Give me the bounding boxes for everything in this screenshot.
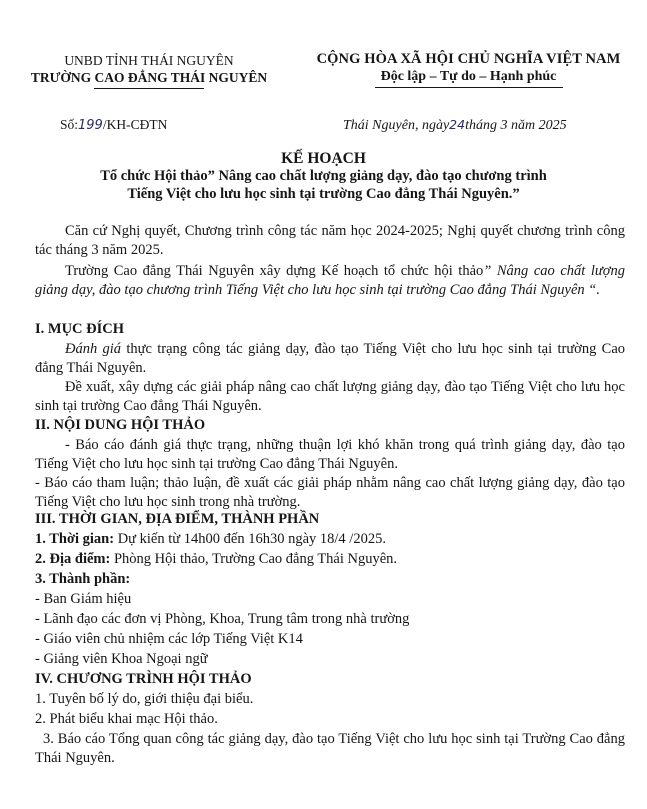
section-2-heading: II. NỘI DUNG HỘI THẢO — [35, 417, 206, 433]
national-header — [296, 50, 641, 88]
time-label: 1. Thời gian: — [35, 531, 115, 547]
issuing-organization — [14, 52, 284, 89]
section-1-p1-rest: thực trạng công tác giảng dạy, đào tạo Tiếng Việt cho lưu học sinh tại trường Cao đẳng Thái Nguyên. — [35, 341, 626, 376]
parent-org-name: UNBD TỈNH THÁI NGUYÊN — [64, 53, 234, 68]
place-date-day-handwritten: 24 — [449, 117, 466, 132]
members-label: 3. Thành phần: — [35, 571, 131, 587]
intro-paragraph — [35, 262, 625, 300]
motto-underline — [375, 87, 563, 88]
national-motto: Độc lập – Tự do – Hạnh phúc — [380, 69, 557, 84]
section-1-paragraph-2: Đề xuất, xây dựng các giải pháp nâng cao chất lượng giảng dạy, đào tạo Tiếng Việt cho lưu học sinh tại trường Cao đẳng Thái Nguyên. — [35, 379, 625, 414]
section-2-paragraph-1: - Báo cáo đánh giá thực trạng, những thuận lợi khó khăn trong quá trình giảng dạy, đào tạo Tiếng Việt cho lưu học sinh tại trường Cao đẳng Thái Nguyên. — [35, 437, 625, 472]
section-4-heading: IV. CHƯƠNG TRÌNH HỘI THẢO — [35, 671, 252, 687]
section-1-paragraph-1 — [35, 340, 625, 378]
place-date-before: Thái Nguyên, ngày — [343, 118, 450, 133]
doc-number-suffix: /KH-CĐTN — [102, 117, 168, 132]
program-item: 2. Phát biểu khai mạc Hội thảo. — [35, 711, 218, 727]
section-2-paragraph-2: - Báo cáo tham luận; thảo luận, đề xuất các giải pháp nhằm nâng cao chất lượng giảng dạy, đào tạo Tiếng Việt cho lưu học sinh trong nhà trường. — [35, 475, 625, 510]
section-1-heading: I. MỤC ĐÍCH — [35, 321, 125, 337]
place-date-after: tháng 3 năm 2025 — [465, 118, 567, 133]
doc-number-handwritten: 199 — [78, 118, 103, 133]
program-item: 3. Báo cáo Tổng quan công tác giảng dạy, đào tạo Tiếng Việt cho lưu học sinh tại Trường Cao đẳng Thái Nguyên. — [35, 731, 625, 766]
subtitle-line-2: Tiếng Việt cho lưu học sinh tại trường Cao đẳng Thái Nguyên.” — [127, 186, 520, 202]
member-item: - Ban Giám hiệu — [35, 591, 132, 607]
location-line — [35, 550, 625, 569]
member-item: - Giảng viên Khoa Ngoại ngữ — [35, 651, 208, 667]
section-1-p1-italic: Đánh giá — [65, 341, 122, 357]
section-3-heading: III. THỜI GIAN, ĐỊA ĐIỂM, THÀNH PHẦN — [35, 511, 320, 527]
document-number — [60, 117, 167, 133]
member-item: - Giáo viên chủ nhiệm các lớp Tiếng Việt K14 — [35, 631, 303, 647]
document-title: KẾ HOẠCH — [281, 150, 366, 167]
org-underline — [94, 88, 204, 89]
country-name: CỘNG HÒA XÃ HỘI CHỦ NGHĨA VIỆT NAM — [316, 51, 621, 67]
time-line — [35, 530, 625, 549]
basis-paragraph: Căn cứ Nghị quyết, Chương trình công tác năm học 2024-2025; Nghị quyết chương trình công tác tháng 3 năm 2025. — [35, 223, 625, 258]
document-subtitle — [20, 167, 627, 203]
member-item: - Lãnh đạo các đơn vị Phòng, Khoa, Trung tâm trong nhà trường — [35, 611, 410, 627]
place-and-date — [343, 117, 567, 134]
school-name: TRƯỜNG CAO ĐẲNG THÁI NGUYÊN — [30, 70, 268, 85]
doc-number-prefix: Số: — [60, 117, 79, 132]
intro-lead: Trường Cao đẳng Thái Nguyên xây dựng Kế hoạch tổ chức hội thảo — [65, 263, 484, 279]
program-item: 1. Tuyên bố lý do, giới thiệu đại biểu. — [35, 691, 254, 707]
intro-quote: ” Nâng cao chất lượng giảng dạy, đào tạo chương trình Tiếng Việt cho lưu học sinh tại trường Cao đẳng Thái Nguyên “. — [35, 263, 626, 298]
subtitle-line-1: Tổ chức Hội thảo” Nâng cao chất lượng giảng dạy, đào tạo chương trình — [100, 168, 547, 184]
location-label: 2. Địa điểm: — [35, 551, 111, 567]
location-value: Phòng Hội thảo, Trường Cao đẳng Thái Nguyên. — [110, 551, 398, 567]
time-value: Dự kiến từ 14h00 đến 16h30 ngày 18/4 /2025. — [114, 531, 386, 547]
